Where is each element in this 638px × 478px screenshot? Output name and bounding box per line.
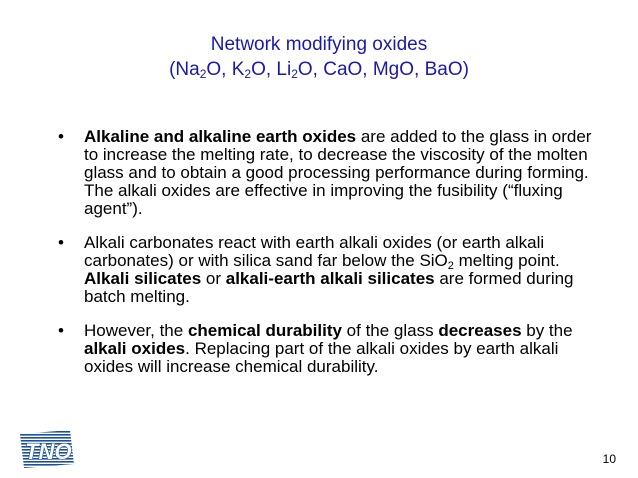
slide-title: [0, 32, 638, 82]
page-number: 10: [602, 452, 616, 466]
bullet-list: [56, 128, 596, 392]
bullet-item: • Alkaline and alkaline earth oxides are added to the glass in order to increase the melting rate, to decrease the viscosity of the molten glass and to obtain a good processing performance during forming. The alkali oxides are effective in improving the fusibility (“fluxing agent”).: [58, 127, 592, 218]
bullet-marker: •: [58, 127, 64, 146]
title-line-1: Network modifying oxides: [210, 34, 428, 55]
bullet-marker: •: [58, 321, 64, 340]
bullet-marker: •: [58, 233, 64, 252]
logo-text: TNO: [25, 439, 72, 464]
bullet-item: • Alkali carbonates react with earth alkali oxides (or earth alkali carbonates) or with silica sand far below the SiO$_2$ melting point. Alkali silicates or alkali-earth alkali silicates are formed during batch melting.: [58, 233, 574, 306]
tno-logo: [14, 428, 76, 470]
title-line-2: ($Na_2O$, $K_2O$, $Li_2O$, CaO, MgO, BaO): [169, 59, 469, 81]
bullet-item: • However, the chemical durability of the glass decreases by the alkali oxides. Replacing part of the alkali oxides by earth alkali oxides will increase chemical durability.: [58, 321, 573, 376]
